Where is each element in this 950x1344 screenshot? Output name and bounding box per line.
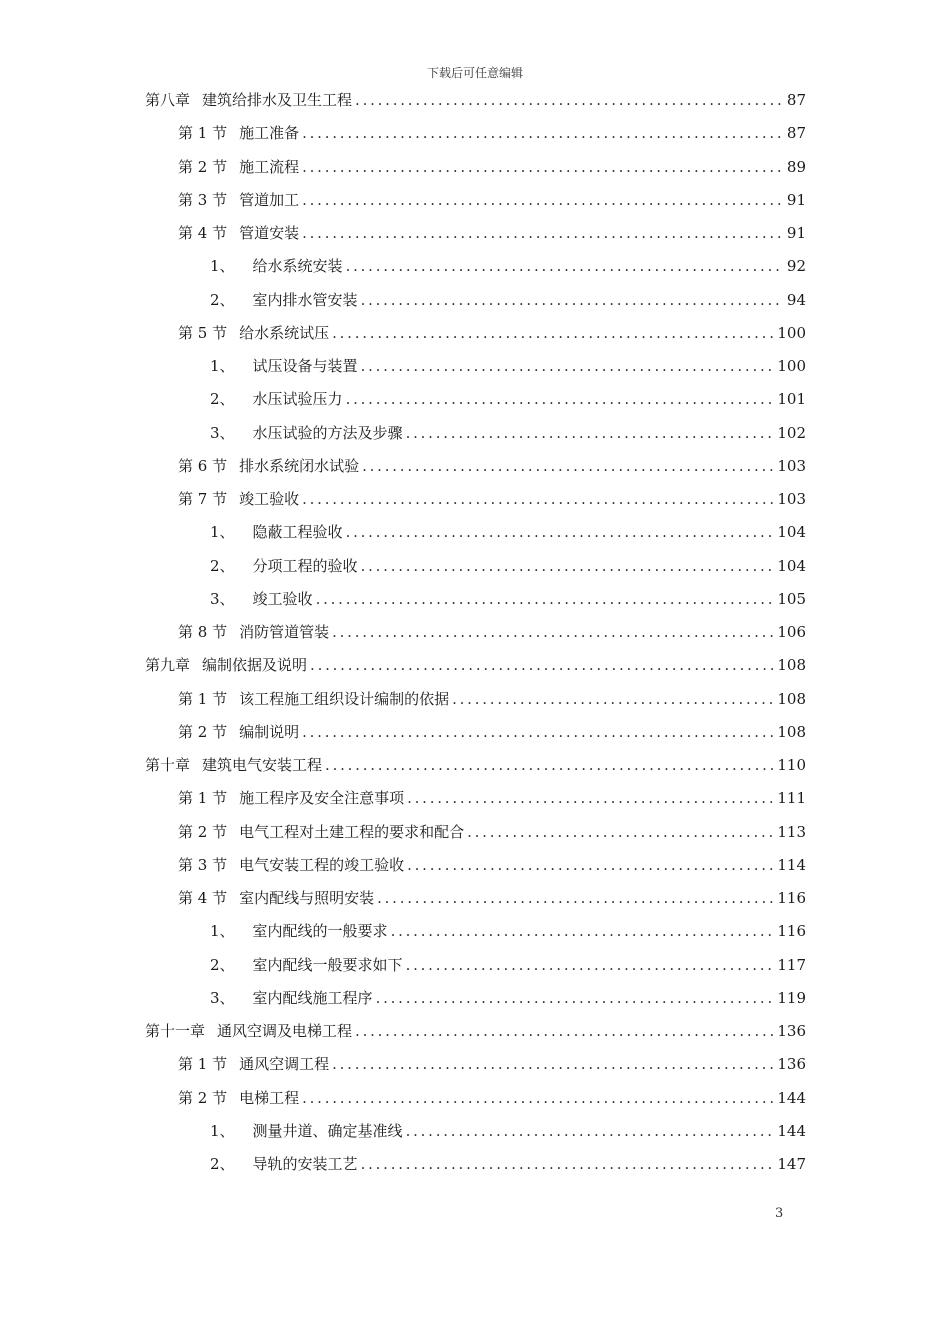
toc-leader-dots xyxy=(391,921,775,941)
toc-entry[interactable] xyxy=(210,346,806,376)
toc-entry-title: 室内配线一般要求如下 xyxy=(252,955,403,974)
toc-entry[interactable] xyxy=(145,645,806,675)
toc-leader-dots xyxy=(406,955,775,975)
toc-entry-title: 竣工验收 xyxy=(252,589,313,608)
toc-entry-page: 117 xyxy=(777,955,806,974)
toc-entry[interactable] xyxy=(210,1144,806,1174)
toc-entry[interactable] xyxy=(210,413,806,443)
toc-entry-page: 147 xyxy=(777,1155,806,1173)
toc-leader-dots xyxy=(302,223,784,243)
toc-entry-page: 104 xyxy=(777,523,806,542)
toc-entry-title: 管道加工 xyxy=(239,190,300,209)
toc-entry-title: 试压设备与装置 xyxy=(252,357,358,375)
toc-leader-dots xyxy=(407,788,774,808)
toc-entry-title: 竣工验收 xyxy=(239,490,300,508)
toc-leader-dots xyxy=(316,589,775,609)
toc-leader-dots xyxy=(406,1121,775,1141)
toc-entry-page: 144 xyxy=(777,1121,806,1140)
toc-leader-dots xyxy=(355,90,784,110)
toc-entry-number: 第 2 节 xyxy=(178,157,228,176)
toc-entry-page: 114 xyxy=(777,855,806,874)
toc-leader-dots xyxy=(355,1021,774,1041)
toc-entry-title: 室内配线与照明安装 xyxy=(239,889,375,907)
toc-entry-number: 第 4 节 xyxy=(178,889,228,907)
toc-entry-number: 2、 xyxy=(210,290,235,309)
toc-entry-number: 2、 xyxy=(210,556,235,575)
toc-entry-page: 108 xyxy=(777,656,806,675)
toc-entry-title: 施工准备 xyxy=(239,124,300,143)
toc-leader-dots xyxy=(310,655,774,675)
toc-entry-page: 105 xyxy=(777,589,806,608)
toc-leader-dots xyxy=(302,489,774,509)
toc-entry[interactable] xyxy=(178,845,806,875)
toc-entry-title: 给水系统安装 xyxy=(252,257,343,276)
toc-entry[interactable] xyxy=(210,945,806,975)
toc-entry[interactable] xyxy=(178,213,806,243)
toc-entry-title: 编制依据及说明 xyxy=(202,656,308,675)
toc-entry-page: 103 xyxy=(777,490,806,508)
toc-leader-dots xyxy=(452,689,774,709)
toc-entry-page: 103 xyxy=(777,456,806,475)
toc-entry[interactable] xyxy=(210,579,806,609)
toc-entry-number: 1、 xyxy=(210,523,235,542)
toc-entry-number: 第 1 节 xyxy=(178,124,228,143)
toc-entry[interactable] xyxy=(178,878,806,908)
toc-entry-page: 101 xyxy=(777,390,806,409)
toc-entry-number: 第 1 节 xyxy=(178,689,228,708)
toc-entry-number: 第 5 节 xyxy=(178,323,228,342)
toc-entry-title: 水压试验的方法及步骤 xyxy=(252,423,403,442)
toc-entry[interactable] xyxy=(178,612,806,642)
toc-entry-number: 3、 xyxy=(210,423,235,442)
toc-entry-page: 100 xyxy=(777,323,806,342)
toc-leader-dots xyxy=(302,1088,774,1108)
toc-entry-title: 测量井道、确定基准线 xyxy=(252,1121,403,1140)
toc-entry-title: 管道安装 xyxy=(239,224,300,242)
toc-leader-dots xyxy=(302,722,774,742)
toc-leader-dots xyxy=(407,855,774,875)
toc-entry[interactable] xyxy=(178,679,806,709)
toc-entry[interactable] xyxy=(210,546,806,576)
toc-entry-title: 导轨的安装工艺 xyxy=(252,1155,358,1173)
toc-entry-page: 113 xyxy=(777,822,806,841)
toc-leader-dots xyxy=(406,423,775,443)
toc-leader-dots xyxy=(376,988,775,1008)
toc-entry[interactable] xyxy=(210,978,806,1008)
toc-entry[interactable] xyxy=(210,280,806,310)
toc-entry-page: 91 xyxy=(786,224,806,242)
toc-leader-dots xyxy=(362,456,774,476)
toc-leader-dots xyxy=(332,1054,774,1074)
toc-leader-dots xyxy=(325,755,774,775)
toc-entry[interactable] xyxy=(178,113,806,143)
toc-leader-dots xyxy=(361,290,784,310)
toc-entry-number: 第 8 节 xyxy=(178,623,228,641)
toc-entry-title: 通风空调工程 xyxy=(239,1055,330,1074)
toc-entry-page: 104 xyxy=(777,556,806,575)
toc-entry-page: 110 xyxy=(777,756,806,774)
toc-entry-number: 第 2 节 xyxy=(178,722,228,741)
toc-entry-page: 119 xyxy=(777,988,806,1007)
toc-entry-title: 分项工程的验收 xyxy=(252,556,358,575)
toc-entry-title: 施工程序及安全注意事项 xyxy=(239,789,405,808)
toc-entry[interactable] xyxy=(178,778,806,808)
toc-leader-dots xyxy=(361,1154,775,1174)
page-header: 下载后可任意编辑 xyxy=(426,66,523,80)
toc-leader-dots xyxy=(377,888,774,908)
toc-entry[interactable] xyxy=(178,180,806,210)
toc-entry-number: 第 3 节 xyxy=(178,855,228,874)
toc-entry-title: 给水系统试压 xyxy=(239,323,330,342)
toc-entry-title: 室内配线的一般要求 xyxy=(252,922,388,941)
toc-entry-title: 建筑给排水及卫生工程 xyxy=(202,91,353,109)
toc-entry-number: 第 1 节 xyxy=(178,1055,228,1074)
toc-entry[interactable] xyxy=(178,446,806,476)
toc-leader-dots xyxy=(332,622,774,642)
toc-entry-title: 该工程施工组织设计编制的依据 xyxy=(239,689,450,708)
toc-entry-page: 100 xyxy=(777,357,806,375)
toc-entry-number: 2、 xyxy=(210,955,235,974)
toc-leader-dots xyxy=(332,323,774,343)
toc-leader-dots xyxy=(302,157,784,177)
toc-entry[interactable] xyxy=(178,479,806,509)
toc-leader-dots xyxy=(302,190,784,210)
page-number: 3 xyxy=(775,1206,784,1221)
toc-entry-title: 水压试验压力 xyxy=(252,390,343,409)
toc-entry-title: 建筑电气安装工程 xyxy=(202,756,323,774)
toc-entry-number: 1、 xyxy=(210,257,235,276)
toc-entry[interactable] xyxy=(178,147,806,177)
toc-entry[interactable] xyxy=(210,512,806,542)
toc-entry-page: 144 xyxy=(777,1088,806,1107)
toc-entry[interactable] xyxy=(145,1011,806,1041)
toc-entry-number: 1、 xyxy=(210,922,235,941)
toc-leader-dots xyxy=(467,822,774,842)
toc-entry[interactable] xyxy=(210,379,806,409)
toc-entry-number: 3、 xyxy=(210,988,235,1007)
toc-entry[interactable] xyxy=(178,1078,806,1108)
toc-entry-title: 室内排水管安装 xyxy=(252,290,358,309)
toc-entry[interactable] xyxy=(210,1111,806,1141)
toc-entry[interactable] xyxy=(178,1044,806,1074)
toc-entry-page: 89 xyxy=(786,157,806,176)
toc-entry-page: 87 xyxy=(786,124,806,143)
toc-entry-title: 施工流程 xyxy=(239,157,300,176)
toc-entry-title: 室内配线施工程序 xyxy=(252,988,373,1007)
toc-entry-page: 108 xyxy=(777,689,806,708)
toc-entry-page: 92 xyxy=(786,257,806,276)
toc-entry-page: 91 xyxy=(786,190,806,209)
toc-entry[interactable] xyxy=(145,745,806,775)
toc-leader-dots xyxy=(361,356,775,376)
toc-entry-number: 第 4 节 xyxy=(178,224,228,242)
toc-entry-page: 116 xyxy=(777,922,806,941)
toc-entry-number: 第九章 xyxy=(145,656,191,675)
toc-entry[interactable] xyxy=(210,246,806,276)
toc-entry-page: 136 xyxy=(777,1022,806,1040)
toc-entry-number: 第 3 节 xyxy=(178,190,228,209)
toc-entry-title: 编制说明 xyxy=(239,722,300,741)
toc-entry-page: 102 xyxy=(777,423,806,442)
toc-entry-number: 第八章 xyxy=(145,91,191,109)
toc-entry-number: 第 7 节 xyxy=(178,490,228,508)
toc-entry-title: 电梯工程 xyxy=(239,1088,300,1107)
toc-entry[interactable] xyxy=(145,80,806,110)
toc-entry-title: 消防管道管装 xyxy=(239,623,330,641)
toc-leader-dots xyxy=(302,123,784,143)
toc-entry-page: 136 xyxy=(777,1055,806,1074)
toc-entry-number: 第十章 xyxy=(145,756,191,774)
toc-entry-title: 排水系统闭水试验 xyxy=(239,456,360,475)
toc-leader-dots xyxy=(346,256,784,276)
toc-entry-number: 2、 xyxy=(210,1155,235,1173)
toc-entry[interactable] xyxy=(178,812,806,842)
toc-entry-title: 电气工程对土建工程的要求和配合 xyxy=(239,822,465,841)
toc-entry-page: 106 xyxy=(777,623,806,641)
toc-entry-page: 87 xyxy=(786,91,806,109)
toc-entry-number: 1、 xyxy=(210,1121,235,1140)
toc-entry-number: 第 2 节 xyxy=(178,822,228,841)
toc-entry[interactable] xyxy=(178,313,806,343)
toc-entry-page: 108 xyxy=(777,722,806,741)
toc-entry-title: 通风空调及电梯工程 xyxy=(217,1022,353,1040)
toc-entry-page: 111 xyxy=(777,789,806,808)
toc-leader-dots xyxy=(346,389,775,409)
toc-entry-title: 隐蔽工程验收 xyxy=(252,523,343,542)
toc-entry[interactable] xyxy=(178,712,806,742)
toc-entry-number: 2、 xyxy=(210,390,235,409)
toc-entry-page: 94 xyxy=(786,290,806,309)
toc-entry-number: 第 1 节 xyxy=(178,789,228,808)
toc-entry[interactable] xyxy=(210,911,806,941)
toc-entry-number: 1、 xyxy=(210,357,235,375)
toc-entry-number: 第 6 节 xyxy=(178,456,228,475)
toc-entry-title: 电气安装工程的竣工验收 xyxy=(239,855,405,874)
toc-entry-number: 3、 xyxy=(210,589,235,608)
toc-leader-dots xyxy=(346,522,775,542)
toc-entry-number: 第 2 节 xyxy=(178,1088,228,1107)
toc-leader-dots xyxy=(361,556,775,576)
toc-entry-number: 第十一章 xyxy=(145,1022,206,1040)
toc-entry-page: 116 xyxy=(777,889,806,907)
